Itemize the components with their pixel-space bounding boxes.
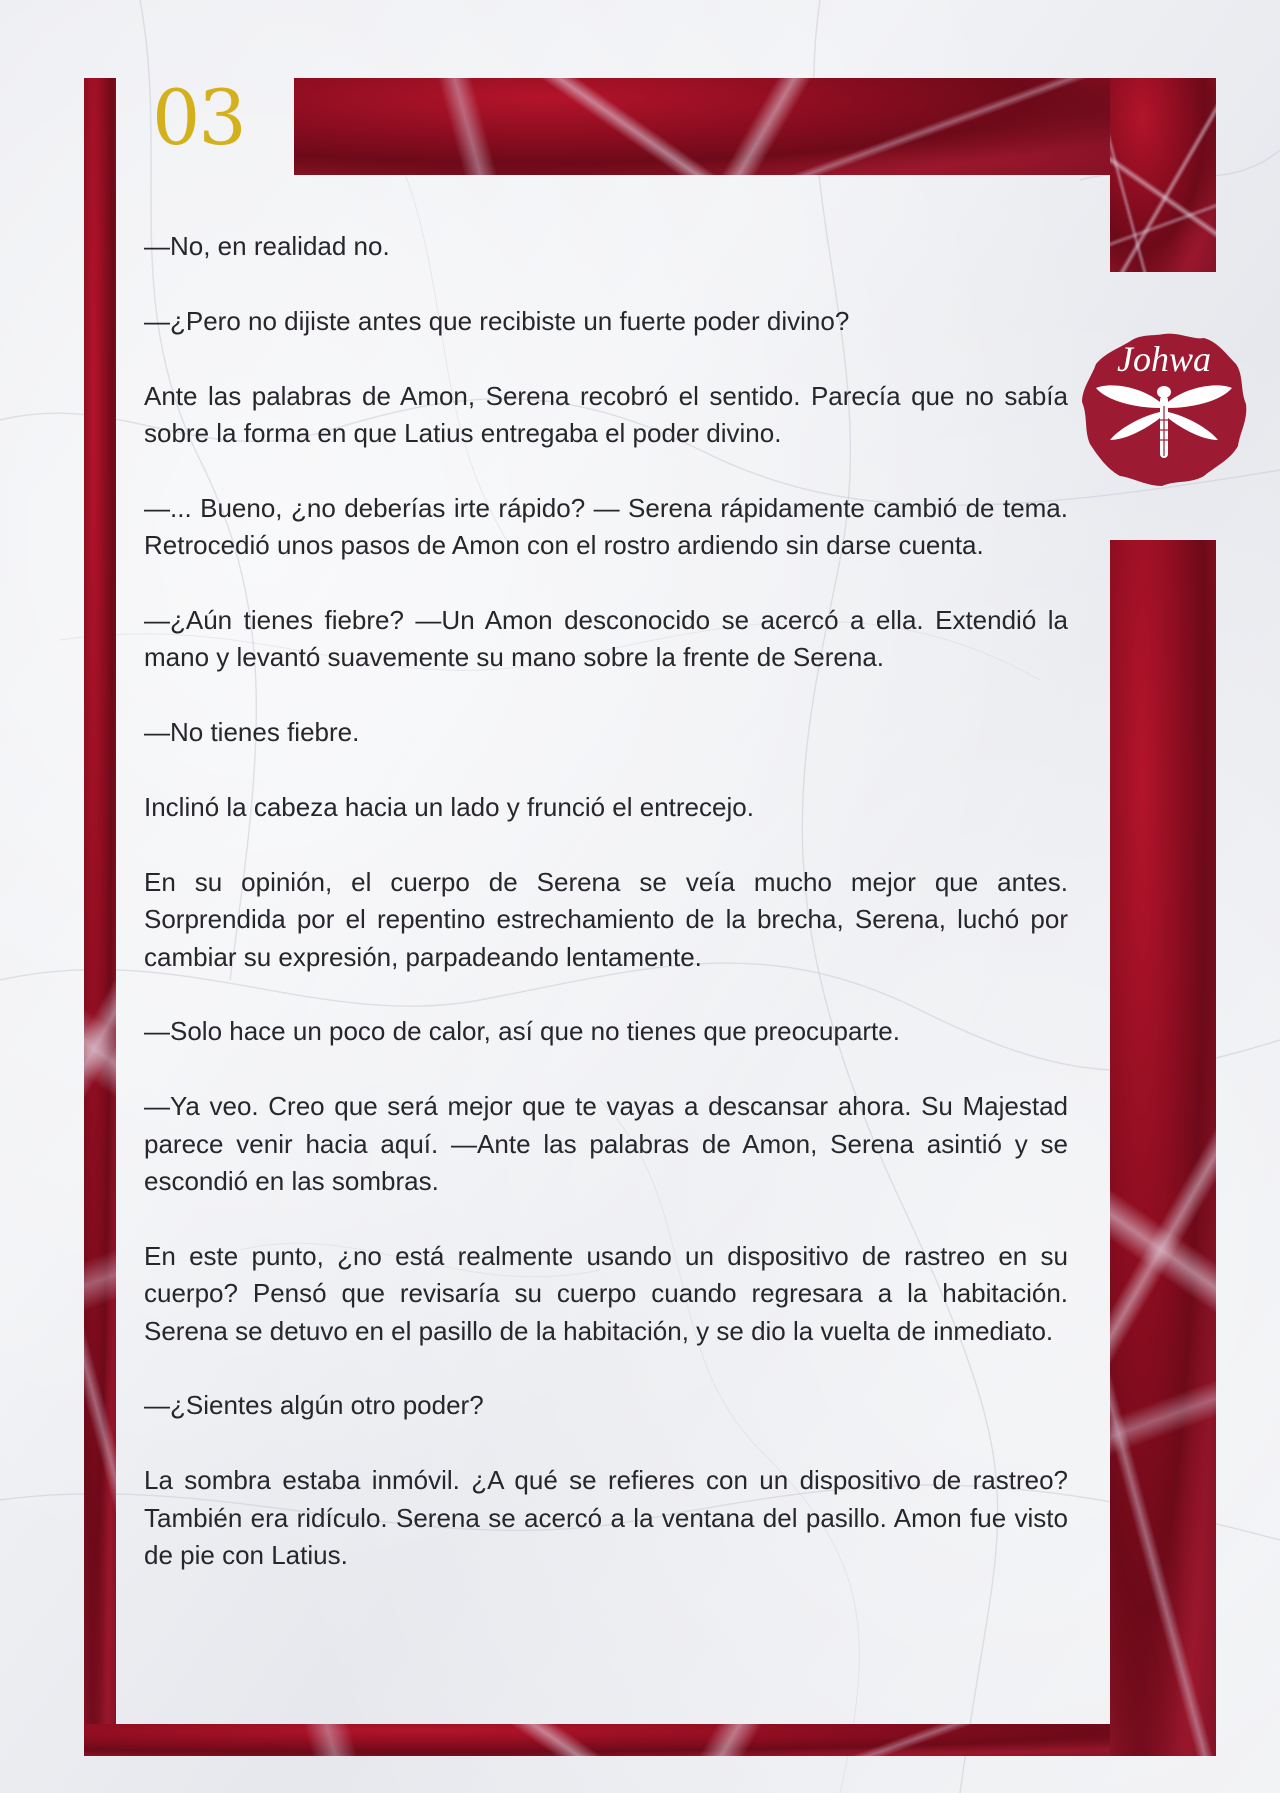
paragraph-6: —No tienes fiebre. xyxy=(144,717,360,748)
page-number: 03 xyxy=(152,73,245,162)
paragraph-13: La sombra estaba inmóvil. ¿A qué se refieres con un dispositivo de rastreo? También era ridículo. Serena se acercó a la ventana del pasillo. Amon fue visto de pie con Latius. xyxy=(144,1465,1068,1571)
text-body xyxy=(144,228,1068,1612)
frame-right-border xyxy=(1110,540,1216,1756)
paragraph-7: Inclinó la cabeza hacia un lado y frunció el entrecejo. xyxy=(144,792,754,822)
paragraph-12: —¿Sientes algún otro poder? xyxy=(144,1390,484,1421)
paragraph-9: —Solo hace un poco de calor, así que no tienes que preocuparte. xyxy=(144,1016,900,1047)
frame-left-border xyxy=(84,78,116,1756)
dragonfly-icon xyxy=(1080,330,1248,488)
frame-top-right-border xyxy=(1110,78,1216,272)
frame-top-border xyxy=(294,78,1116,175)
paragraph-3: Ante las palabras de Amon, Serena recobró el sentido. Parecía que no sabía sobre la forma en que Latius entregaba el poder divino. xyxy=(144,380,1068,448)
paragraph-5: —¿Aún tienes fiebre? —Un Amon desconocido se acercó a ella. Extendió la mano y levantó suavemente su mano sobre la frente de Serena. xyxy=(144,605,1068,673)
johwa-logo xyxy=(1080,330,1248,488)
paragraph-4: —... Bueno, ¿no deberías irte rápido? — Serena rápidamente cambió de tema. Retrocedió unos pasos de Amon con el rostro ardiendo sin darse cuenta. xyxy=(144,492,1068,561)
paragraph-1: —No, en realidad no. xyxy=(144,231,390,261)
frame-bottom-border xyxy=(84,1724,1216,1756)
paragraph-11: En este punto, ¿no está realmente usando un dispositivo de rastreo en su cuerpo? Pensó que revisaría su cuerpo cuando regresara a la habitación. Serena se detuvo en el pasillo de la habitación, y se dio la vuelta de inmediato. xyxy=(144,1240,1068,1346)
paragraph-2: —¿Pero no dijiste antes que recibiste un fuerte poder divino? xyxy=(144,305,850,336)
paragraph-10: —Ya veo. Creo que será mejor que te vayas a descansar ahora. Su Majestad parece venir hacia aquí. —Ante las palabras de Amon, Serena asintió y se escondió en las sombras. xyxy=(144,1091,1068,1197)
logo-text: Johwa xyxy=(1117,339,1211,379)
paragraph-8: En su opinión, el cuerpo de Serena se veía mucho mejor que antes. Sorprendida por el repentino estrechamiento de la brecha, Serena, luchó por cambiar su expresión, parpadeando lentamente. xyxy=(144,866,1068,972)
